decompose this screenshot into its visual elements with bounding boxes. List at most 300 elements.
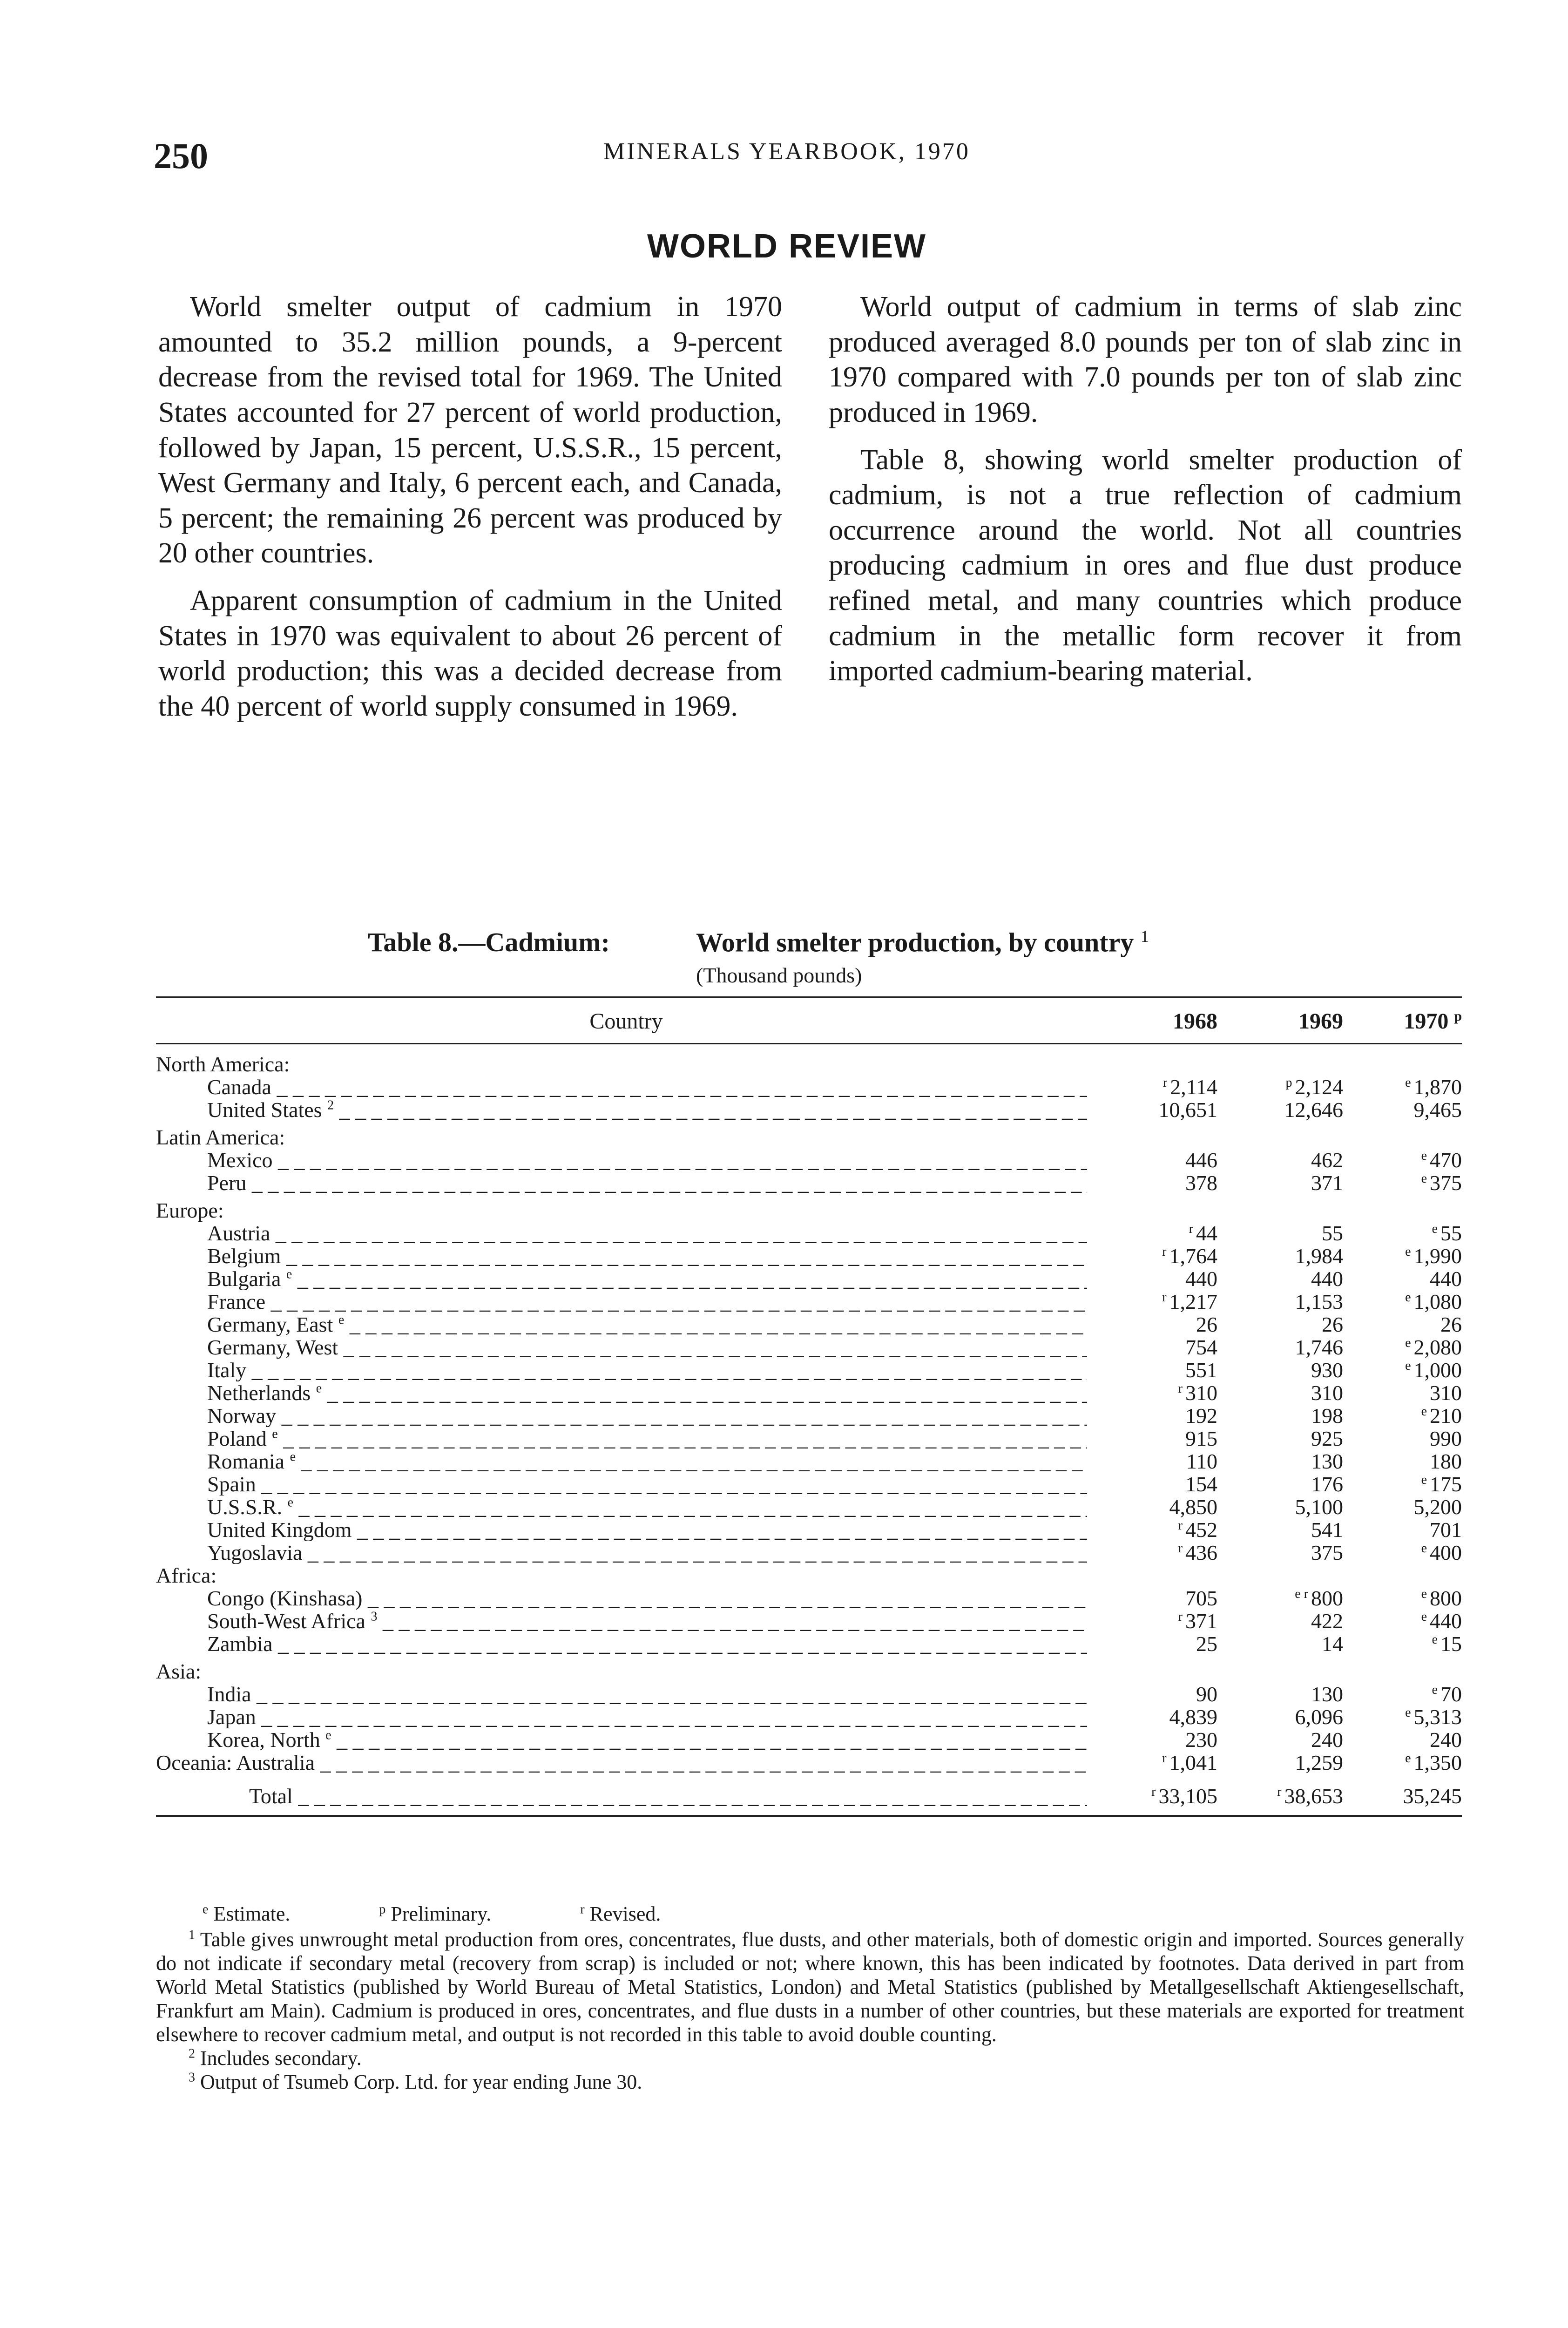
cell-value: 462 (1311, 1148, 1343, 1172)
cell-value: 4,850 (1169, 1495, 1217, 1519)
table-subtitle: (Thousand pounds) (696, 963, 862, 987)
cell-mark: e (1432, 1682, 1438, 1697)
row-name-text: Spain (207, 1473, 256, 1496)
row-name (207, 1496, 1087, 1518)
key-text: Revised. (589, 1902, 661, 1925)
cell-value: 1,764 (1169, 1244, 1217, 1268)
table-row (156, 1683, 1462, 1705)
cell-value: 4,839 (1169, 1705, 1217, 1729)
row-name-text: Korea, North (207, 1728, 320, 1751)
cell-1968 (1101, 1359, 1217, 1381)
footnote-mark: 2 (189, 2046, 195, 2061)
cell-1969 (1241, 1541, 1343, 1564)
row-name (207, 1222, 1087, 1245)
row-name (207, 1705, 1087, 1728)
table-header-row (156, 998, 1462, 1043)
cell-value: 33,105 (1158, 1784, 1217, 1808)
table-row (156, 1336, 1462, 1359)
cell-mark: e (1421, 1148, 1427, 1163)
cell-1968 (1101, 1518, 1217, 1541)
cell-mark: r (1162, 1290, 1167, 1305)
row-name-text: France (207, 1290, 266, 1313)
table-row (156, 1222, 1462, 1245)
table-row (156, 1404, 1462, 1427)
cell-1968 (1101, 1427, 1217, 1450)
page-number: 250 (154, 135, 208, 176)
cell-value: 915 (1185, 1427, 1217, 1450)
row-name-text: Africa: (156, 1564, 217, 1587)
table-row (156, 1705, 1462, 1728)
cell-1970 (1362, 1632, 1462, 1655)
cell-1968 (1101, 1778, 1217, 1815)
cell-1969 (1241, 1450, 1343, 1473)
table-title-footnote-mark: 1 (1140, 927, 1149, 946)
table-row (156, 1473, 1462, 1496)
cell-1968 (1101, 1610, 1217, 1632)
header-1969: 1969 (1298, 1009, 1343, 1034)
row-name (207, 1313, 1087, 1336)
cell-1968 (1101, 1222, 1217, 1245)
table-row (156, 1359, 1462, 1381)
cell-value: 70 (1440, 1682, 1462, 1706)
paragraph: World smelter output of cadmium in 1970 amounted to 35.2 million pounds, a 9-percent decrease from the revised total for 1969. The United States accounted for 27 percent of world production, followed by Japan, 15 percent, U.S.S.R., 15 percent, West Germany and Italy, 6 percent each, and Canada, 5 percent; the remaining 26 percent was produced by 20 other countries. (158, 291, 782, 569)
row-footnote-mark: e (286, 1267, 292, 1282)
cell-value: 55 (1440, 1221, 1462, 1245)
row-name (207, 1076, 1087, 1098)
cell-value: 400 (1430, 1541, 1462, 1564)
table-row (156, 1751, 1462, 1774)
cell-1969 (1241, 1313, 1343, 1336)
cell-value: 9,465 (1413, 1098, 1462, 1122)
cell-value: 5,100 (1295, 1495, 1343, 1519)
cell-1970 (1362, 1359, 1462, 1381)
footnote-text: Table gives unwrought metal production from ores, concentrates, flue dusts, and other materials, both of domestic origin and imported. Sources generally do not indicate if secondary metal (recovery from scrap) is included or not; where known, this has been indicated by footnotes. Data derived in part from World Metal Statistics (published by World Bureau of Metal Statistics, London) and Metal Statistics (published by Metallgesellschaft Aktiengesellschaft, Frankfurt am Main). Cadmium is produced in ores, concentrates, and flue dusts in a number of other countries, but these materials are exported for treatment elsewhere to recover cadmium metal, and output is not recorded in this table to avoid double counting. (156, 1928, 1464, 2046)
cell-value: 2,114 (1170, 1075, 1217, 1099)
cell-1970 (1362, 1728, 1462, 1751)
cell-value: 541 (1311, 1518, 1343, 1542)
cell-value: 705 (1185, 1586, 1217, 1610)
row-name-text: Canada (207, 1076, 271, 1098)
paragraph: World output of cadmium in terms of slab zinc produced averaged 8.0 pounds per ton of slab zinc in 1970 compared with 7.0 pounds per ton of slab zinc produced in 1969. (829, 291, 1462, 428)
footnote-key (203, 1902, 1464, 1926)
cell-mark: e (1405, 1244, 1411, 1259)
row-name (249, 1778, 1087, 1815)
cell-value: 990 (1430, 1427, 1462, 1450)
row-name (156, 1126, 1087, 1149)
cell-1968 (1101, 1728, 1217, 1751)
cell-value: 925 (1311, 1427, 1343, 1450)
cell-1970 (1362, 1610, 1462, 1632)
row-name-text: Netherlands (207, 1381, 311, 1404)
cell-mark: e (1421, 1171, 1427, 1186)
table-row (156, 1267, 1462, 1290)
cell-value: 5,200 (1413, 1495, 1462, 1519)
cell-1969 (1241, 1359, 1343, 1381)
cell-1970 (1362, 1751, 1462, 1774)
cell-mark: r (1178, 1609, 1183, 1624)
row-name-text: Germany, East (207, 1313, 333, 1336)
cell-1969 (1241, 1404, 1343, 1427)
cell-value: 422 (1311, 1609, 1343, 1633)
table-row (156, 1149, 1462, 1171)
footnote-mark: 1 (189, 1928, 195, 1942)
cell-value: 371 (1311, 1171, 1343, 1195)
cell-value: 1,217 (1169, 1290, 1217, 1313)
row-name (207, 1587, 1087, 1610)
row-name-text: Total (249, 1784, 293, 1808)
row-name-text: Poland (207, 1427, 267, 1450)
table-row (156, 1098, 1462, 1121)
cell-value: 2,080 (1413, 1335, 1462, 1359)
cell-1968 (1101, 1632, 1217, 1655)
cell-1968 (1101, 1751, 1217, 1774)
cell-value: 1,080 (1413, 1290, 1462, 1313)
cell-1968 (1101, 1541, 1217, 1564)
table-row (156, 1313, 1462, 1336)
row-name (207, 1728, 1087, 1751)
table-row (156, 1381, 1462, 1404)
row-name-text: Bulgaria (207, 1267, 281, 1290)
cell-value: 240 (1430, 1728, 1462, 1752)
table-row (156, 1587, 1462, 1610)
cell-mark: e r (1295, 1586, 1308, 1601)
cell-1968 (1101, 1171, 1217, 1194)
cell-mark: r (1151, 1784, 1156, 1799)
cell-value: 130 (1311, 1682, 1343, 1706)
cell-1969 (1241, 1587, 1343, 1610)
cell-value: 5,313 (1413, 1705, 1462, 1729)
table-row (156, 1632, 1462, 1655)
cell-1969 (1241, 1427, 1343, 1450)
cell-value: 446 (1185, 1148, 1217, 1172)
key-preliminary (379, 1902, 533, 1925)
row-name-text: North America: (156, 1053, 290, 1076)
row-footnote-mark: e (338, 1313, 345, 1327)
cell-mark: e (1405, 1705, 1411, 1720)
table-row (156, 1496, 1462, 1518)
paragraph: Apparent consumption of cadmium in the United States in 1970 was equivalent to about 26 percent of world production; this was a decided decrease from the 40 percent of world supply consumed in 1969. (158, 585, 782, 722)
cell-1970 (1362, 1222, 1462, 1245)
cell-value: 1,746 (1295, 1335, 1343, 1359)
cell-mark: e (1421, 1609, 1427, 1624)
table-row (156, 1245, 1462, 1267)
cell-value: 1,350 (1413, 1751, 1462, 1774)
cell-value: 378 (1185, 1171, 1217, 1195)
row-name (156, 1053, 1087, 1076)
cell-1968 (1101, 1076, 1217, 1098)
table-row (156, 1427, 1462, 1450)
cell-mark: e (1405, 1358, 1411, 1373)
row-name-text: Congo (Kinshasa) (207, 1587, 363, 1610)
row-name (207, 1381, 1087, 1404)
key-mark: p (379, 1902, 386, 1917)
cell-value: 800 (1311, 1586, 1343, 1610)
cell-1968 (1101, 1404, 1217, 1427)
cell-value: 180 (1430, 1449, 1462, 1473)
cell-1970 (1362, 1778, 1462, 1815)
cell-1968 (1101, 1683, 1217, 1705)
cell-mark: e (1421, 1404, 1427, 1419)
cell-value: 198 (1311, 1404, 1343, 1428)
cell-value: 110 (1186, 1449, 1217, 1473)
cell-value: 375 (1430, 1171, 1462, 1195)
table-row-total (156, 1778, 1462, 1815)
cell-1969 (1241, 1381, 1343, 1404)
cell-value: 452 (1185, 1518, 1217, 1542)
table-body (156, 1044, 1462, 1774)
cell-1969 (1241, 1518, 1343, 1541)
row-name (207, 1541, 1087, 1564)
cell-1969 (1241, 1171, 1343, 1194)
cell-1968 (1101, 1313, 1217, 1336)
cell-value: 800 (1430, 1586, 1462, 1610)
cell-value: 1,041 (1169, 1751, 1217, 1774)
cell-1968 (1101, 1381, 1217, 1404)
cell-value: 55 (1322, 1221, 1343, 1245)
cell-1969 (1241, 1610, 1343, 1632)
cell-1970 (1362, 1313, 1462, 1336)
row-name (156, 1751, 1087, 1774)
cell-value: 310 (1311, 1381, 1343, 1405)
cell-1968 (1101, 1267, 1217, 1290)
cell-value: 470 (1430, 1148, 1462, 1172)
row-footnote-mark: e (290, 1450, 296, 1464)
row-name-text: India (207, 1683, 251, 1705)
row-name (207, 1171, 1087, 1194)
cell-mark: r (1162, 1075, 1168, 1090)
row-name-text: United Kingdom (207, 1518, 352, 1541)
row-name (207, 1290, 1087, 1313)
cell-value: 1,000 (1413, 1358, 1462, 1382)
cell-value: 310 (1185, 1381, 1217, 1405)
cell-value: 26 (1440, 1313, 1462, 1336)
row-name (207, 1149, 1087, 1171)
cell-mark: p (1285, 1075, 1292, 1090)
cell-1970 (1362, 1473, 1462, 1496)
row-name-text: Latin America: (156, 1126, 285, 1149)
header-1968: 1968 (1173, 1009, 1217, 1034)
row-name-text: Europe: (156, 1199, 224, 1222)
row-name-text: Germany, West (207, 1336, 338, 1359)
cell-1969 (1241, 1683, 1343, 1705)
row-name (207, 1450, 1087, 1473)
table-row (156, 1610, 1462, 1632)
cell-value: 10,651 (1158, 1098, 1217, 1122)
table-title-text: World smelter production, by country (696, 927, 1134, 958)
cell-mark: r (1162, 1751, 1167, 1766)
cell-value: 26 (1196, 1313, 1217, 1336)
table-bottom-rule (156, 1815, 1462, 1817)
cell-value: 175 (1430, 1472, 1462, 1496)
table-row (156, 1171, 1462, 1194)
cell-value: 12,646 (1284, 1098, 1343, 1122)
cell-mark: r (1162, 1244, 1167, 1259)
cell-1968 (1101, 1098, 1217, 1121)
cell-value: 701 (1430, 1518, 1462, 1542)
footnote-1 (156, 1928, 1464, 2046)
row-name (207, 1404, 1087, 1427)
paragraph: Table 8, showing world smelter production of cadmium, is not a true reflection of cadmium occurrence around the world. Not all countries producing cadmium in ores and flue dust produce refined metal, and many countries which produce cadmium in the metallic form recover it from imported cadmium-bearing material. (829, 444, 1462, 687)
cell-value: 240 (1311, 1728, 1343, 1752)
row-name-text: Asia: (156, 1660, 202, 1683)
cell-value: 90 (1196, 1682, 1217, 1706)
cell-value: 15 (1440, 1632, 1462, 1656)
key-estimate (203, 1902, 332, 1925)
cell-1969 (1241, 1496, 1343, 1518)
row-footnote-mark: e (325, 1728, 331, 1743)
footnote-text: Includes secondary. (200, 2047, 362, 2070)
row-name-text: Romania (207, 1450, 285, 1473)
production-table (156, 927, 1462, 1817)
row-name-text: Japan (207, 1705, 256, 1728)
table-row (156, 1290, 1462, 1313)
cell-value: 6,096 (1295, 1705, 1343, 1729)
cell-value: 440 (1311, 1267, 1343, 1291)
cell-mark: e (1405, 1335, 1411, 1350)
cell-1970 (1362, 1496, 1462, 1518)
header-country: Country (589, 1009, 663, 1034)
section-title: WORLD REVIEW (647, 228, 926, 265)
row-name-text: South-West Africa (207, 1610, 365, 1632)
cell-1969 (1241, 1149, 1343, 1171)
cell-value: 192 (1185, 1404, 1217, 1428)
running-title: MINERALS YEARBOOK, 1970 (603, 138, 970, 165)
footnote-2 (156, 2046, 1464, 2070)
right-text-column (829, 290, 1462, 701)
row-footnote-mark: e (287, 1496, 294, 1510)
cell-1968 (1101, 1705, 1217, 1728)
row-name-text: Yugoslavia (207, 1541, 303, 1564)
table-group-row (156, 1564, 1462, 1587)
cell-1970 (1362, 1518, 1462, 1541)
row-name-text: Belgium (207, 1245, 281, 1267)
row-name (207, 1245, 1087, 1267)
cell-1970 (1362, 1290, 1462, 1313)
footnote-3 (156, 2070, 1464, 2094)
row-name (207, 1267, 1087, 1290)
cell-mark: r (1178, 1381, 1183, 1396)
cell-value: 14 (1322, 1632, 1343, 1656)
cell-mark: r (1178, 1541, 1183, 1556)
row-name (207, 1518, 1087, 1541)
row-name-text: U.S.S.R. (207, 1496, 283, 1518)
cell-value: 1,153 (1295, 1290, 1343, 1313)
cell-value: 440 (1430, 1609, 1462, 1633)
cell-mark: e (1405, 1075, 1411, 1090)
cell-1970 (1362, 1171, 1462, 1194)
table-group-row (156, 1053, 1462, 1076)
header-1970 (1362, 1008, 1462, 1034)
key-mark: e (203, 1902, 209, 1917)
cell-1968 (1101, 1245, 1217, 1267)
footnotes (156, 1902, 1464, 2094)
cell-value: 230 (1185, 1728, 1217, 1752)
cell-value: 930 (1311, 1358, 1343, 1382)
cell-mark: r (1189, 1221, 1193, 1236)
key-text: Preliminary. (391, 1902, 492, 1925)
cell-value: 38,653 (1284, 1784, 1343, 1808)
row-name-text: Zambia (207, 1632, 273, 1655)
cell-1969 (1241, 1098, 1343, 1121)
cell-1969 (1241, 1751, 1343, 1774)
footnote-mark: 3 (189, 2070, 195, 2085)
header-1970-label: 1970 (1404, 1009, 1449, 1034)
cell-1969 (1241, 1245, 1343, 1267)
key-revised (580, 1902, 703, 1925)
cell-1970 (1362, 1404, 1462, 1427)
cell-value: 176 (1311, 1472, 1343, 1496)
cell-1969 (1241, 1267, 1343, 1290)
cell-1969 (1241, 1222, 1343, 1245)
cell-1969 (1241, 1778, 1343, 1815)
cell-mark: e (1405, 1751, 1411, 1766)
cell-value: 1,990 (1413, 1244, 1462, 1268)
row-name-text: Peru (207, 1171, 247, 1194)
key-text: Estimate. (213, 1902, 291, 1925)
cell-mark: e (1432, 1632, 1438, 1647)
left-text-column (158, 290, 782, 737)
cell-1968 (1101, 1336, 1217, 1359)
cell-value: 440 (1430, 1267, 1462, 1291)
footnote-text: Output of Tsumeb Corp. Ltd. for year ending June 30. (200, 2071, 642, 2094)
row-name (207, 1336, 1087, 1359)
cell-value: 26 (1322, 1313, 1343, 1336)
cell-1968 (1101, 1290, 1217, 1313)
cell-value: 25 (1196, 1632, 1217, 1656)
cell-1968 (1101, 1473, 1217, 1496)
cell-value: 130 (1311, 1449, 1343, 1473)
cell-mark: e (1421, 1472, 1427, 1487)
row-name (156, 1660, 1087, 1683)
cell-1968 (1101, 1450, 1217, 1473)
row-name (207, 1632, 1087, 1655)
row-name-text: Norway (207, 1404, 277, 1427)
row-name-text: Mexico (207, 1149, 273, 1171)
table-caption (156, 927, 1462, 996)
row-footnote-mark: 3 (371, 1610, 378, 1624)
table-row (156, 1076, 1462, 1098)
cell-mark: e (1432, 1221, 1438, 1236)
row-footnote-mark: e (272, 1427, 278, 1441)
cell-mark: e (1421, 1541, 1427, 1556)
table-row (156, 1541, 1462, 1564)
row-footnote-mark: 2 (327, 1098, 334, 1113)
cell-value: 375 (1311, 1541, 1343, 1564)
cell-mark: e (1421, 1586, 1427, 1601)
key-mark: r (580, 1902, 585, 1917)
cell-value: 436 (1185, 1541, 1217, 1564)
cell-mark: e (1405, 1290, 1411, 1305)
cell-value: 1,870 (1413, 1075, 1462, 1099)
cell-value: 754 (1185, 1335, 1217, 1359)
row-name-text: Oceania: Australia (156, 1751, 315, 1774)
cell-1970 (1362, 1450, 1462, 1473)
cell-mark: r (1277, 1784, 1282, 1799)
header-1970-mark: p (1454, 1008, 1462, 1024)
cell-1970 (1362, 1336, 1462, 1359)
cell-1970 (1362, 1705, 1462, 1728)
cell-value: 154 (1185, 1472, 1217, 1496)
cell-1970 (1362, 1427, 1462, 1450)
cell-value: 371 (1185, 1609, 1217, 1633)
row-name (156, 1564, 1087, 1587)
cell-1969 (1241, 1290, 1343, 1313)
row-name (207, 1098, 1087, 1121)
cell-1970 (1362, 1683, 1462, 1705)
row-name (207, 1683, 1087, 1705)
cell-1970 (1362, 1245, 1462, 1267)
cell-value: 310 (1430, 1381, 1462, 1405)
